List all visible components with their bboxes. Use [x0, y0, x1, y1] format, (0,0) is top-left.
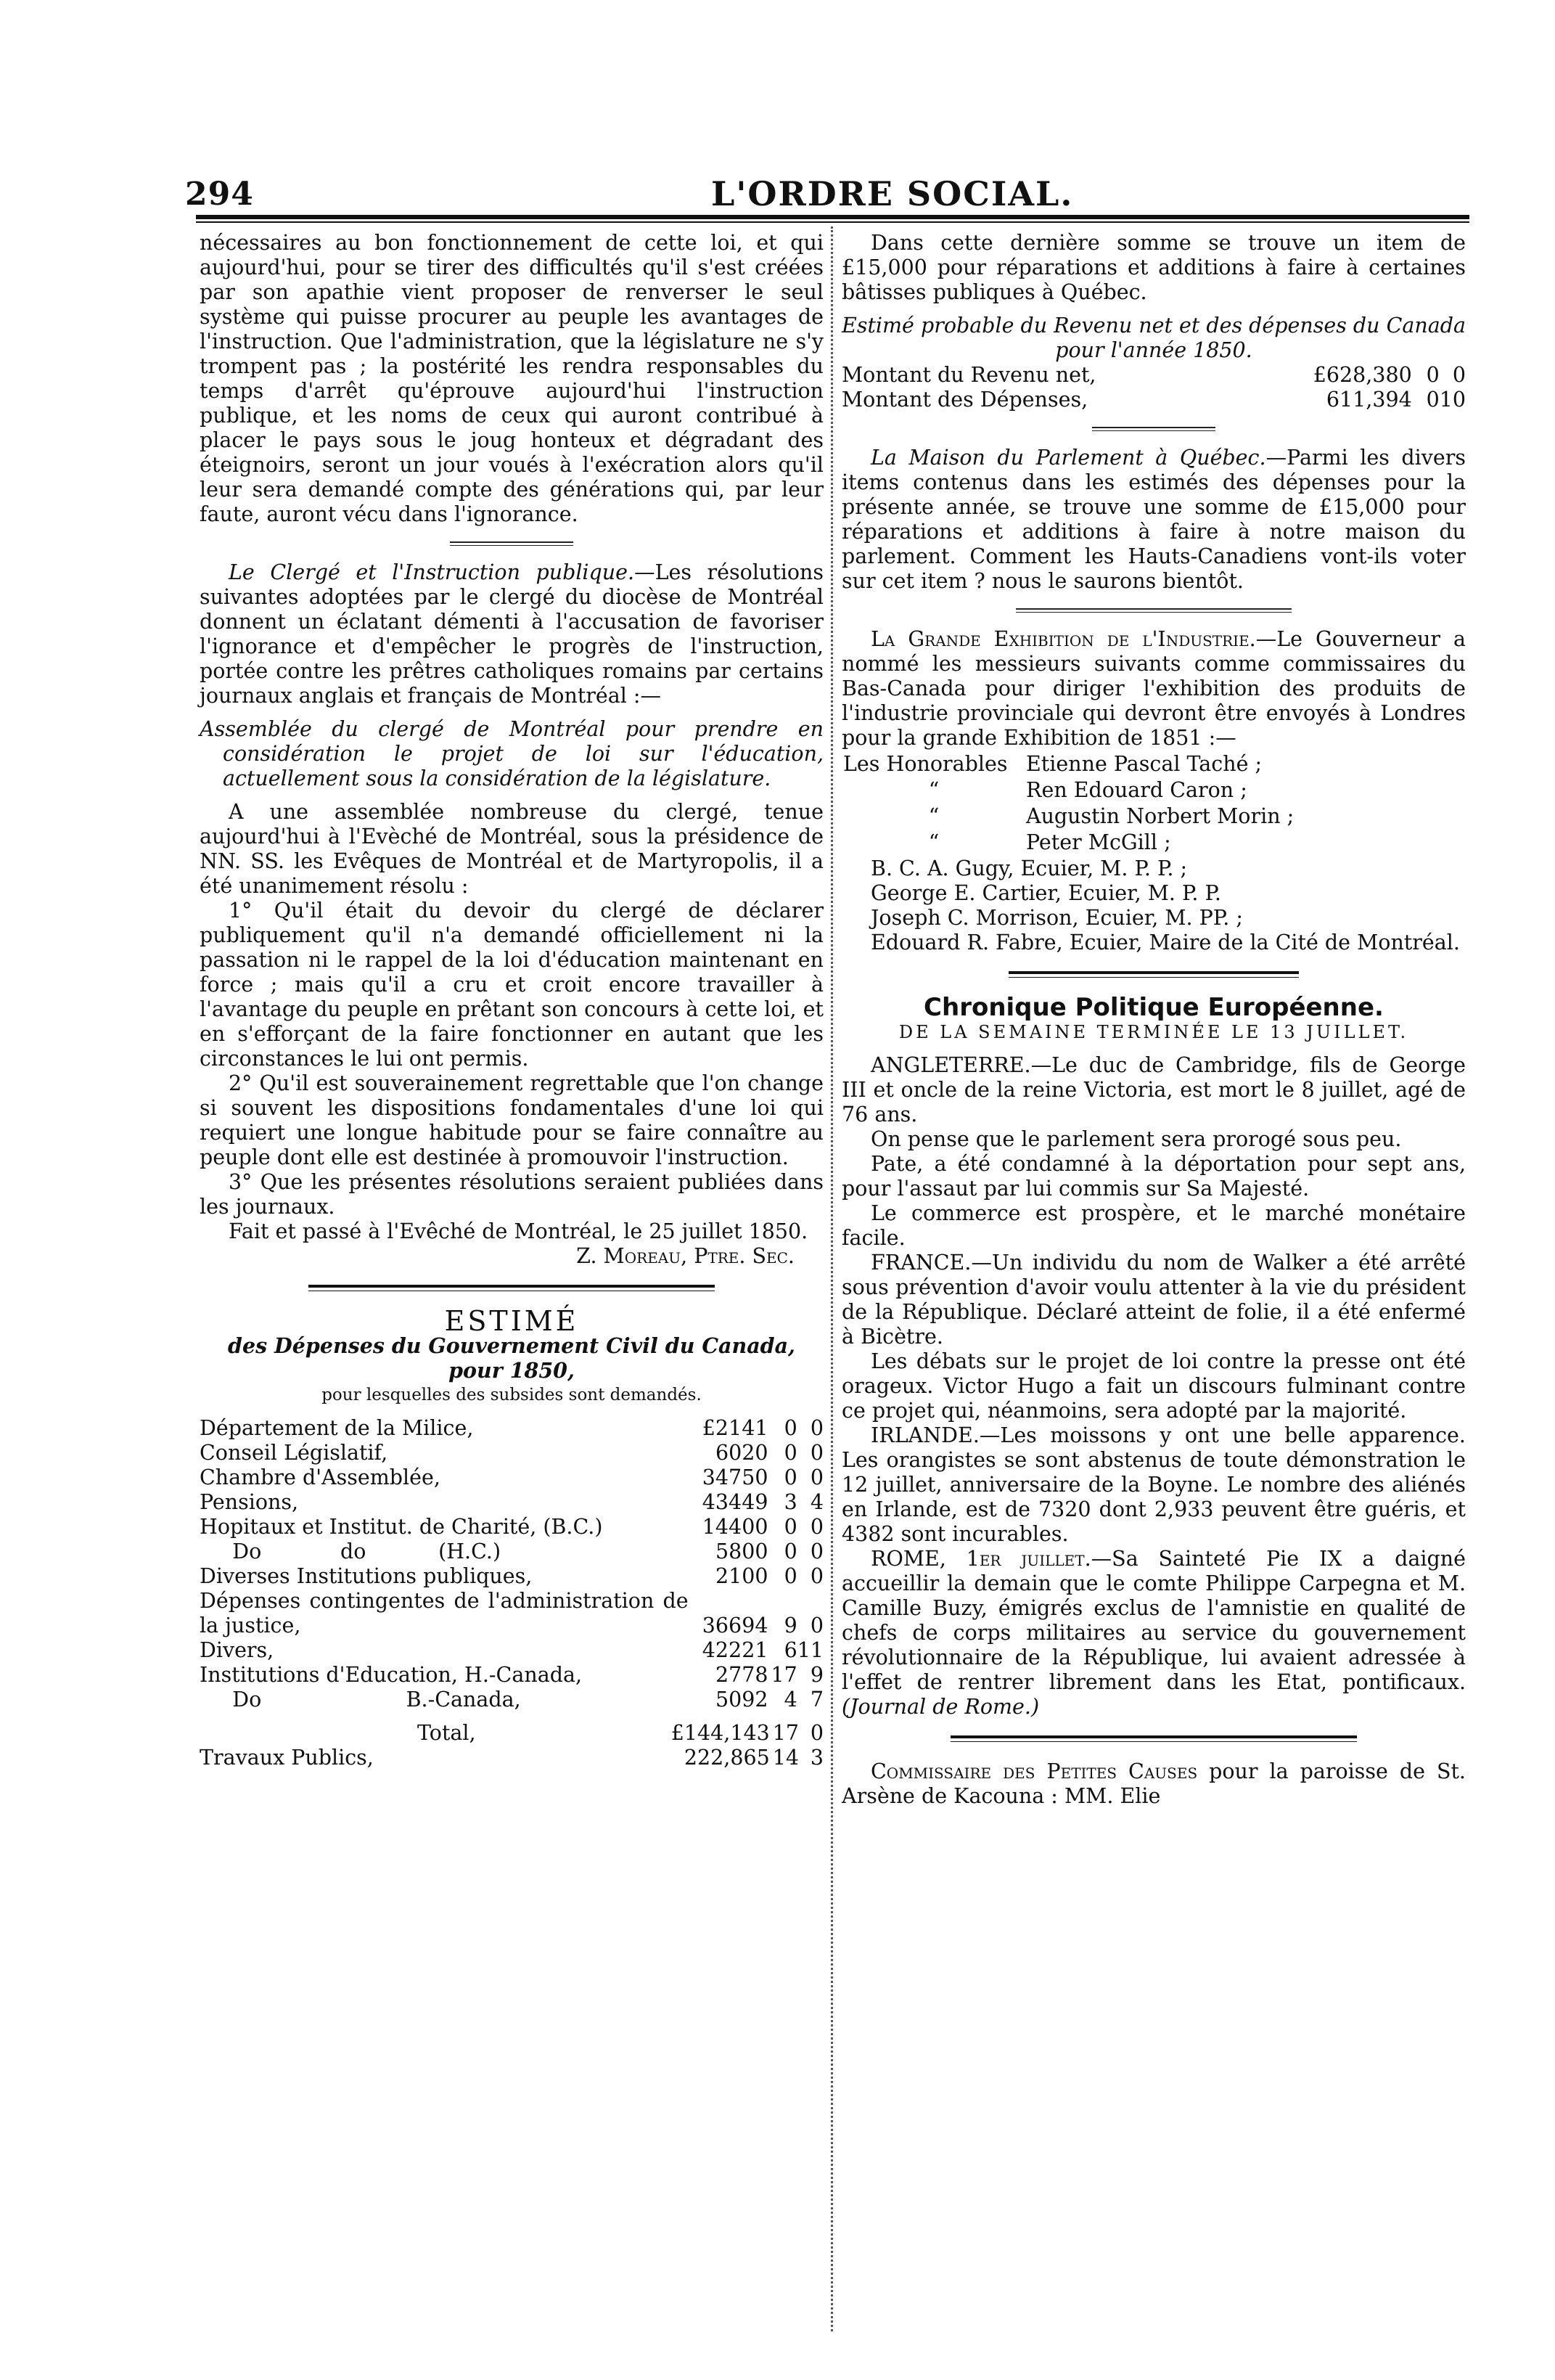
- travaux-pence: 3: [810, 1746, 824, 1770]
- cell-amt: 5800: [715, 1539, 768, 1563]
- table-row: [200, 1638, 824, 1663]
- clerge-body: —Les résolutions suivantes adoptées par le clergé du diocèse de Montréal donnent un éclatant démenti à l'accusation de favoriser l'ignorance et d'empêcher le progrès de l'instruction, portée contre les prêtres catholiques romains par certains journaux anglais et français de Montréal :—: [200, 560, 824, 708]
- cell-label: Diverses Institutions publiques,: [200, 1564, 533, 1588]
- cell-label: Hopitaux et Institut. de Charité, (B.C.): [200, 1515, 603, 1539]
- estime-note: pour lesquelles des subsides sont demandés.: [321, 1386, 702, 1404]
- resolution-2: 2° Qu'il est souverainement regrettable que l'on change si souvent les dispositions fondamentales d'une loi qui requiert une longue habitude pour se faire connaître au peuple dont elle est destinée à promouvoir l'instruction.: [200, 1071, 824, 1169]
- table-row: [200, 1663, 824, 1688]
- cell-d: 7: [810, 1688, 824, 1712]
- angleterre-p3: Pate, a été condamné à la déportation pour sept ans, pour l'assaut par lui commis sur Sa Majesté.: [842, 1152, 1466, 1201]
- angleterre-article: [842, 1053, 1466, 1127]
- commissioner-name: Peter McGill ;: [1026, 830, 1171, 854]
- separator-long: [308, 1285, 715, 1291]
- travaux-row: [200, 1746, 824, 1770]
- cell-label: Montant du Revenu net,: [842, 363, 1096, 387]
- clerge-article: [200, 560, 824, 708]
- cell-d: 0: [810, 1539, 824, 1563]
- intro-paragraph: nécessaires au bon fonctionnement de cette loi, et qui aujourd'hui, pour se tirer des difficultés qu'il s'est créées par son apathie vient proposer de renverser le seul système qui puisse procurer au peuple les avantages de l'instruction. Que l'administration, que la législature ne s'y trompent pas ; la postérité les rendra responsables du temps d'arrêt qu'éprouve aujourd'hui l'instruction publique, et les noms de ceux qui auront contribué à placer le pays sous le joug honteux et dégradant des éteignoirs, seront un jour voués à l'exécration alors qu'il leur sera demandé compte des générations qui, par leur faute, auront vécu dans l'ignorance.: [200, 231, 824, 526]
- maison-article: [842, 446, 1466, 594]
- cell-amt: 2100: [715, 1564, 768, 1588]
- cell-s: 0: [784, 1564, 797, 1588]
- maison-heading: La Maison du Parlement à Québec.: [871, 446, 1266, 470]
- total-row: [200, 1721, 824, 1746]
- assemblee-paragraph: A une assemblée nombreuse du clergé, tenue aujourd'hui à l'Evèché de Montréal, sous la présidence de NN. SS. les Evêques de Montréal et de Martyropolis, il a été unanimement résolu :: [200, 800, 824, 898]
- page-number: 294: [185, 176, 254, 213]
- rome-body: —Sa Sainteté Pie IX a daigné accueillir la demain que le comte Philippe Carpegna et M. Camille Buzy, émigrés exclus de l'amnistie en qualité de chefs de corps militaires au service du gouvernement révolutionnaire de la République, lui avaient adressée à l'effet de rentrer librement dans les Etat, pontificaux.: [842, 1547, 1466, 1694]
- table-row: [200, 1564, 824, 1589]
- angleterre-p2: On pense que le parlement sera prorogé sous peu.: [871, 1127, 1402, 1151]
- cell-s: 0: [784, 1465, 797, 1489]
- irlande-body: —Les moissons y ont une belle apparence. Les orangistes se sont abstenus de toute démonstration le 12 juillet, anniversaire de la Boyne. Le nombre des aliénés en Irlande, est de 7320 dont 2,933 peuvent être guéris, et 4382 sont incurables.: [842, 1423, 1466, 1546]
- revenue-table: [842, 363, 1466, 412]
- france-p2: Les débats sur le projet de loi contre la presse ont été orageux. Victor Hugo a fait un discours fulminant contre ce projet qui, néanmoins, sera adopté par la majorité.: [842, 1349, 1466, 1423]
- right-intro: Dans cette dernière somme se trouve un item de £15,000 pour réparations et additions à faire à certaines bâtisses publiques à Québec.: [842, 231, 1466, 304]
- rome-source: (Journal de Rome.): [842, 1695, 1040, 1719]
- expenses-table: [200, 1416, 824, 1712]
- total-amount: £144,143: [670, 1721, 770, 1745]
- commissioner-row: [843, 778, 1294, 803]
- cell-s: 3: [784, 1490, 797, 1514]
- cell-label: Chambre d'Assemblée,: [200, 1465, 440, 1489]
- table-row: [200, 1688, 824, 1712]
- cell-amt: £628,380: [1313, 363, 1412, 387]
- total-pence: 0: [810, 1721, 824, 1745]
- cell-amt: 5092: [715, 1688, 768, 1712]
- rome-article: [842, 1547, 1466, 1719]
- cell-s: 4: [784, 1688, 797, 1712]
- chronique-subtitle: DE LA SEMAINE TERMINÉE LE 13 JUILLET.: [898, 1022, 1409, 1042]
- cell-s: 17: [771, 1663, 797, 1687]
- travaux-amount: 222,865: [684, 1746, 770, 1770]
- table-row: [842, 363, 1466, 388]
- separator: [1016, 608, 1292, 613]
- table-row: [842, 388, 1466, 412]
- commissioner-name: Augustin Norbert Morin ;: [1026, 804, 1295, 828]
- cell-d: 0: [810, 1465, 824, 1489]
- estime-title: ESTIMÉ: [444, 1305, 579, 1337]
- total-shillings: 17: [772, 1721, 799, 1745]
- commissioners-list: [842, 856, 1466, 955]
- commissioner-line: Joseph C. Morrison, Ecuier, M. PP. ;: [871, 906, 1243, 930]
- cell-s: 0: [1426, 363, 1440, 387]
- commissioner-row: [843, 804, 1294, 829]
- resolution-1: 1° Qu'il était du devoir du clergé de déclarer publiquement qu'il n'a demandé officiellement ni la passation ni le rappel de la loi d'éducation maintenant en force ; mais qu'il a cru et croit encore travailler à l'avantage du peuple en prêtant son concours à cette loi, et en s'efforçant de la faire fonctionner en autant que les circonstances le lui ont permis.: [200, 899, 824, 1071]
- cell-d: 9: [810, 1663, 824, 1687]
- cell-amt: 14400: [702, 1515, 768, 1539]
- commissioner-row: [843, 752, 1294, 777]
- commissioner-prefix: Les Honorables: [843, 752, 1008, 776]
- cell-amt: 2778: [715, 1663, 768, 1687]
- cell-label: Do B.-Canada,: [200, 1688, 521, 1712]
- cell-label: Dépenses contingentes de l'administration de la justice,: [200, 1589, 695, 1637]
- chronique-title: Chronique Politique Européenne.: [924, 993, 1384, 1022]
- france-article: [842, 1251, 1466, 1349]
- table-row: [200, 1539, 824, 1564]
- commissioner-prefix: “: [928, 778, 940, 802]
- angleterre-heading: ANGLETERRE.: [871, 1053, 1031, 1077]
- france-heading: FRANCE.: [871, 1251, 972, 1275]
- separator: [1092, 427, 1215, 431]
- separator-long: [1009, 971, 1299, 978]
- cell-label: Pensions,: [200, 1490, 299, 1514]
- irlande-article: [842, 1423, 1466, 1547]
- commissioner-name: Ren Edouard Caron ;: [1026, 778, 1247, 802]
- right-column: [842, 231, 1466, 1809]
- maison-body: —Parmi les divers items contenus dans les estimés des dépenses pour la présente année, se trouve une somme de £15,000 pour réparations et additions à faire à notre maison du parlement. Comment les Hauts-Canadiens vont-ils voter sur cet item ? nous le saurons bientôt.: [842, 446, 1466, 593]
- cell-label: Montant des Dépenses,: [842, 388, 1088, 412]
- fait-line: Fait et passé à l'Evêché de Montréal, le 25 juillet 1850.: [229, 1219, 808, 1243]
- table-row: [200, 1490, 824, 1515]
- cell-label: Do do (H.C.): [200, 1539, 501, 1563]
- commissaire-article: [842, 1759, 1466, 1809]
- grande-article: [842, 627, 1466, 751]
- cell-label: Institutions d'Education, H.-Canada,: [200, 1663, 582, 1687]
- cell-s: 0: [1426, 388, 1440, 412]
- separator: [450, 541, 573, 546]
- commissioner-prefix: “: [928, 830, 940, 854]
- travaux-label: Travaux Publics,: [200, 1746, 374, 1770]
- commissioner-line: Edouard R. Fabre, Ecuier, Maire de la Cité de Montréal.: [871, 931, 1460, 954]
- commissioner-row: [843, 830, 1294, 855]
- cell-d: 4: [810, 1490, 824, 1514]
- table-row: [200, 1589, 824, 1638]
- cell-label: Divers,: [200, 1638, 274, 1662]
- angleterre-p4: Le commerce est prospère, et le marché monétaire facile.: [842, 1201, 1466, 1250]
- commissioner-line: George E. Cartier, Ecuier, M. P. P.: [871, 881, 1221, 905]
- cell-s: 0: [784, 1441, 797, 1465]
- cell-s: 9: [784, 1614, 797, 1637]
- column-divider: [831, 226, 833, 2331]
- commissioner-line: B. C. A. Gugy, Ecuier, M. P. P. ;: [871, 856, 1188, 880]
- estime-subtitle: des Dépenses du Gouvernement Civil du Canada, pour 1850,: [228, 1333, 795, 1383]
- cell-d: 0: [1452, 363, 1466, 387]
- cell-amt: 42221: [702, 1638, 768, 1662]
- cell-amt: 34750: [702, 1465, 768, 1489]
- revenue-estimate-title: Estimé probable du Revenu net et des dépenses du Canada pour l'année 1850.: [842, 314, 1466, 362]
- cell-label: Conseil Législatif,: [200, 1441, 388, 1465]
- cell-s: 0: [784, 1539, 797, 1563]
- cell-s: 0: [784, 1515, 797, 1539]
- cell-amt: 36694: [702, 1614, 768, 1637]
- grande-body: —Le Gouverneur a nommé les messieurs suivants comme commissaires du Bas-Canada pour diriger l'exhibition des produits de l'industrie provinciale qui devront être envoyés à Londres pour la grande Exhibition de 1851 :—: [842, 627, 1466, 750]
- table-row: [200, 1515, 824, 1539]
- travaux-shillings: 14: [772, 1746, 799, 1770]
- header-rule-thin: [196, 221, 1469, 223]
- commissioners-table: [842, 751, 1295, 856]
- cell-amt: 43449: [702, 1490, 768, 1514]
- angleterre-body: —Le duc de Cambridge, fils de George III et oncle de la reine Victoria, est mort le 8 juillet, agé de 76 ans.: [842, 1053, 1466, 1126]
- cell-label: Département de la Milice,: [200, 1416, 474, 1440]
- left-column: [200, 231, 824, 1770]
- cell-d: 10: [1439, 388, 1466, 412]
- commissioner-prefix: “: [928, 804, 940, 828]
- france-body: —Un individu du nom de Walker a été arrêté sous prévention d'avoir voulu attenter à la vie du président de la République. Déclaré atteint de folie, il a été enfermé à Bicètre.: [842, 1251, 1466, 1349]
- assemblee-title: Assemblée du clergé de Montréal pour prendre en considération le projet de loi sur l'éducation, actuellement sous la considération de la législature.: [200, 717, 824, 790]
- irlande-heading: IRLANDE.: [871, 1423, 980, 1447]
- grande-heading: La Grande Exhibition de l'Industrie.: [871, 627, 1256, 651]
- commissioner-name: Etienne Pascal Taché ;: [1026, 752, 1263, 776]
- clerge-heading: Le Clergé et l'Instruction publique.: [229, 560, 635, 584]
- signature: Z. Moreau, Ptre. Sec.: [576, 1244, 795, 1268]
- cell-d: 0: [810, 1441, 824, 1465]
- cell-amt: 6020: [715, 1441, 768, 1465]
- table-row: [200, 1416, 824, 1441]
- table-row: [200, 1441, 824, 1465]
- cell-amt: £2141: [702, 1416, 768, 1440]
- commissaire-body: pour la paroisse de St. Arsène de Kacouna : MM. Elie: [842, 1759, 1466, 1808]
- cell-amt: 611,394: [1326, 388, 1412, 412]
- cell-s: 0: [784, 1416, 797, 1440]
- cell-s: 6: [784, 1638, 797, 1662]
- cell-d: 11: [797, 1638, 824, 1662]
- rome-heading: ROME, 1er juillet.: [871, 1547, 1091, 1571]
- resolution-3: 3° Que les présentes résolutions seraient publiées dans les journaux.: [200, 1170, 824, 1219]
- separator-long: [951, 1735, 1357, 1742]
- cell-d: 0: [810, 1515, 824, 1539]
- cell-d: 0: [810, 1416, 824, 1440]
- expenses-totals: [200, 1721, 824, 1770]
- cell-d: 0: [810, 1564, 824, 1588]
- table-row: [200, 1465, 824, 1490]
- total-label: Total,: [417, 1721, 476, 1745]
- commissaire-heading: Commissaire des Petites Causes: [871, 1759, 1198, 1783]
- header-rule: [196, 215, 1469, 219]
- page-title: L'ORDRE SOCIAL.: [711, 174, 1074, 213]
- cell-d: 0: [810, 1614, 824, 1637]
